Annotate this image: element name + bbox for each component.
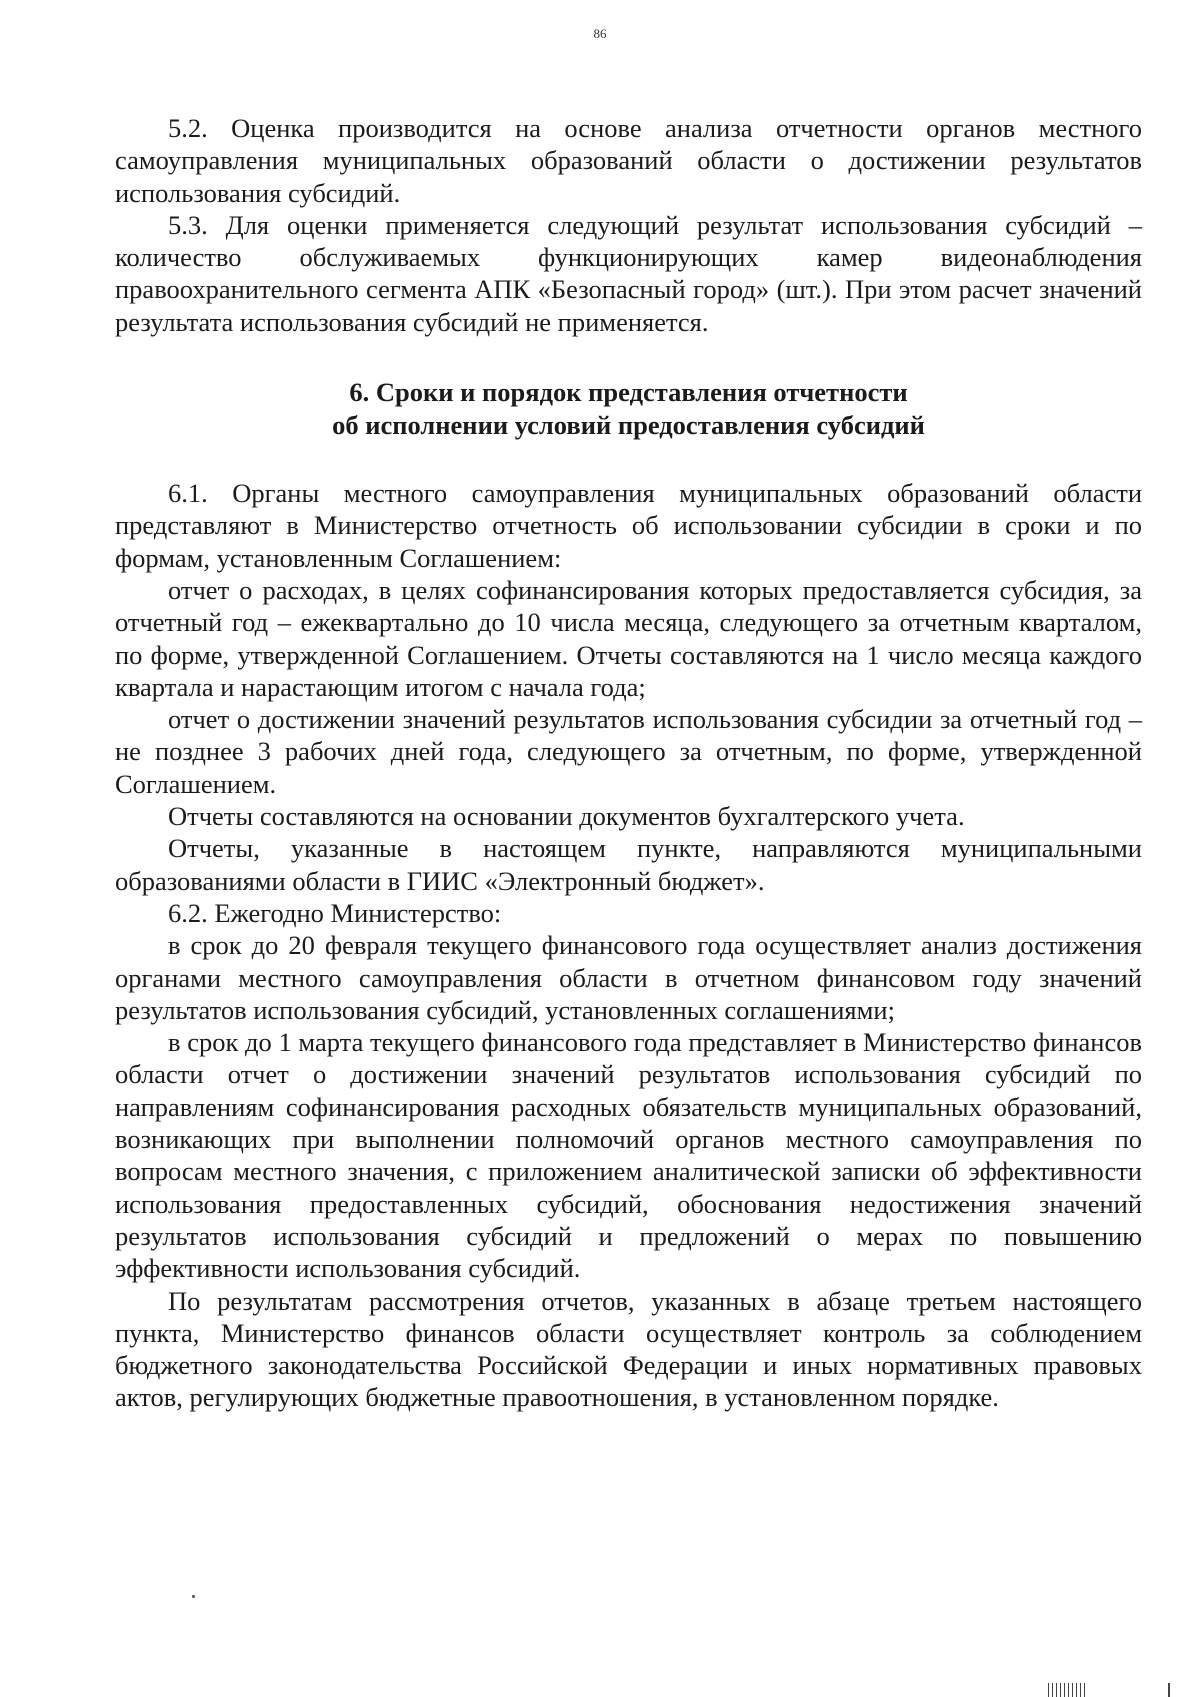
section-6-heading-line-2: об исполнении условий предоставления субсидий bbox=[332, 410, 925, 441]
paragraph-6-1: 6.1. Органы местного самоуправления муниципальных образований области представляют в Министерство отчетность об использовании субсидии в сроки и по формам, установленным Соглашением: bbox=[115, 478, 1142, 573]
paragraph-5-2: 5.2. Оценка производится на основе анализа отчетности органов местного самоуправления муниципальных образований области о достижении результатов использования субсидий. bbox=[115, 113, 1142, 208]
document-body bbox=[115, 112, 1142, 1414]
page-number: 86 bbox=[593, 26, 607, 41]
scan-artifact-dot bbox=[192, 1595, 195, 1598]
paragraph-6-2: 6.2. Ежегодно Министерство: bbox=[168, 897, 502, 928]
section-6-heading-line-1: 6. Сроки и порядок представления отчетности bbox=[349, 377, 908, 408]
paragraph-5-3: 5.3. Для оценки применяется следующий результат использования субсидий – количество обслуживаемых функционирующих камер видеонаблюдения правоохранительного сегмента АПК «Безопасный город» (шт.). При этом расчет значений результата использования субсидий не применяется. bbox=[115, 209, 1142, 337]
paragraph-finance-control: По результатам рассмотрения отчетов, указанных в абзаце третьем настоящего пункта, Министерство финансов области осуществляет контроль за соблюдением бюджетного законодательства Российской Федерации и иных нормативных правовых актов, регулирующих бюджетные правоотношения, в установленном порядке. bbox=[115, 1285, 1142, 1413]
scan-artifact-marks bbox=[1048, 1683, 1088, 1697]
paragraph-giis-submission: Отчеты, указанные в настоящем пункте, направляются муниципальными образованиями области в ГИИС «Электронный бюджет». bbox=[115, 833, 1142, 896]
paragraph-march-report: в срок до 1 марта текущего финансового года представляет в Министерство финансов области отчет о достижении значений результатов использования субсидий по направлениям софинансирования расходных обязательств муниципальных образований, возникающих при выполнении полномочий органов местного самоуправления по вопросам местного значения, с приложением аналитической записки об эффективности использования предоставленных субсидий, обоснования недостижения значений результатов использования субсидий и предложений о мерах по повышению эффективности использования субсидий. bbox=[115, 1027, 1142, 1284]
paragraph-expense-report: отчет о расходах, в целях софинансирования которых предоставляется субсидия, за отчетный год – ежеквартально до 10 числа месяца, следующего за отчетным кварталом, по форме, утвержденной Соглашением. Отчеты составляются на 1 число месяца каждого квартала и нарастающим итогом с начала года; bbox=[115, 574, 1142, 702]
paragraph-results-report: отчет о достижении значений результатов использования субсидии за отчетный год – не позднее 3 рабочих дней года, следующего за отчетным, по форме, утвержденной Соглашением. bbox=[115, 704, 1142, 799]
paragraph-accounting-basis: Отчеты составляются на основании документов бухгалтерского учета. bbox=[168, 801, 965, 832]
scan-artifact-mark-right bbox=[1168, 1683, 1170, 1697]
section-6-heading bbox=[115, 376, 1142, 442]
paragraph-february-analysis: в срок до 20 февраля текущего финансового года осуществляет анализ достижения органами местного самоуправления области в отчетном финансовом году значений результатов использования субсидий, установленных соглашениями; bbox=[115, 930, 1142, 1025]
